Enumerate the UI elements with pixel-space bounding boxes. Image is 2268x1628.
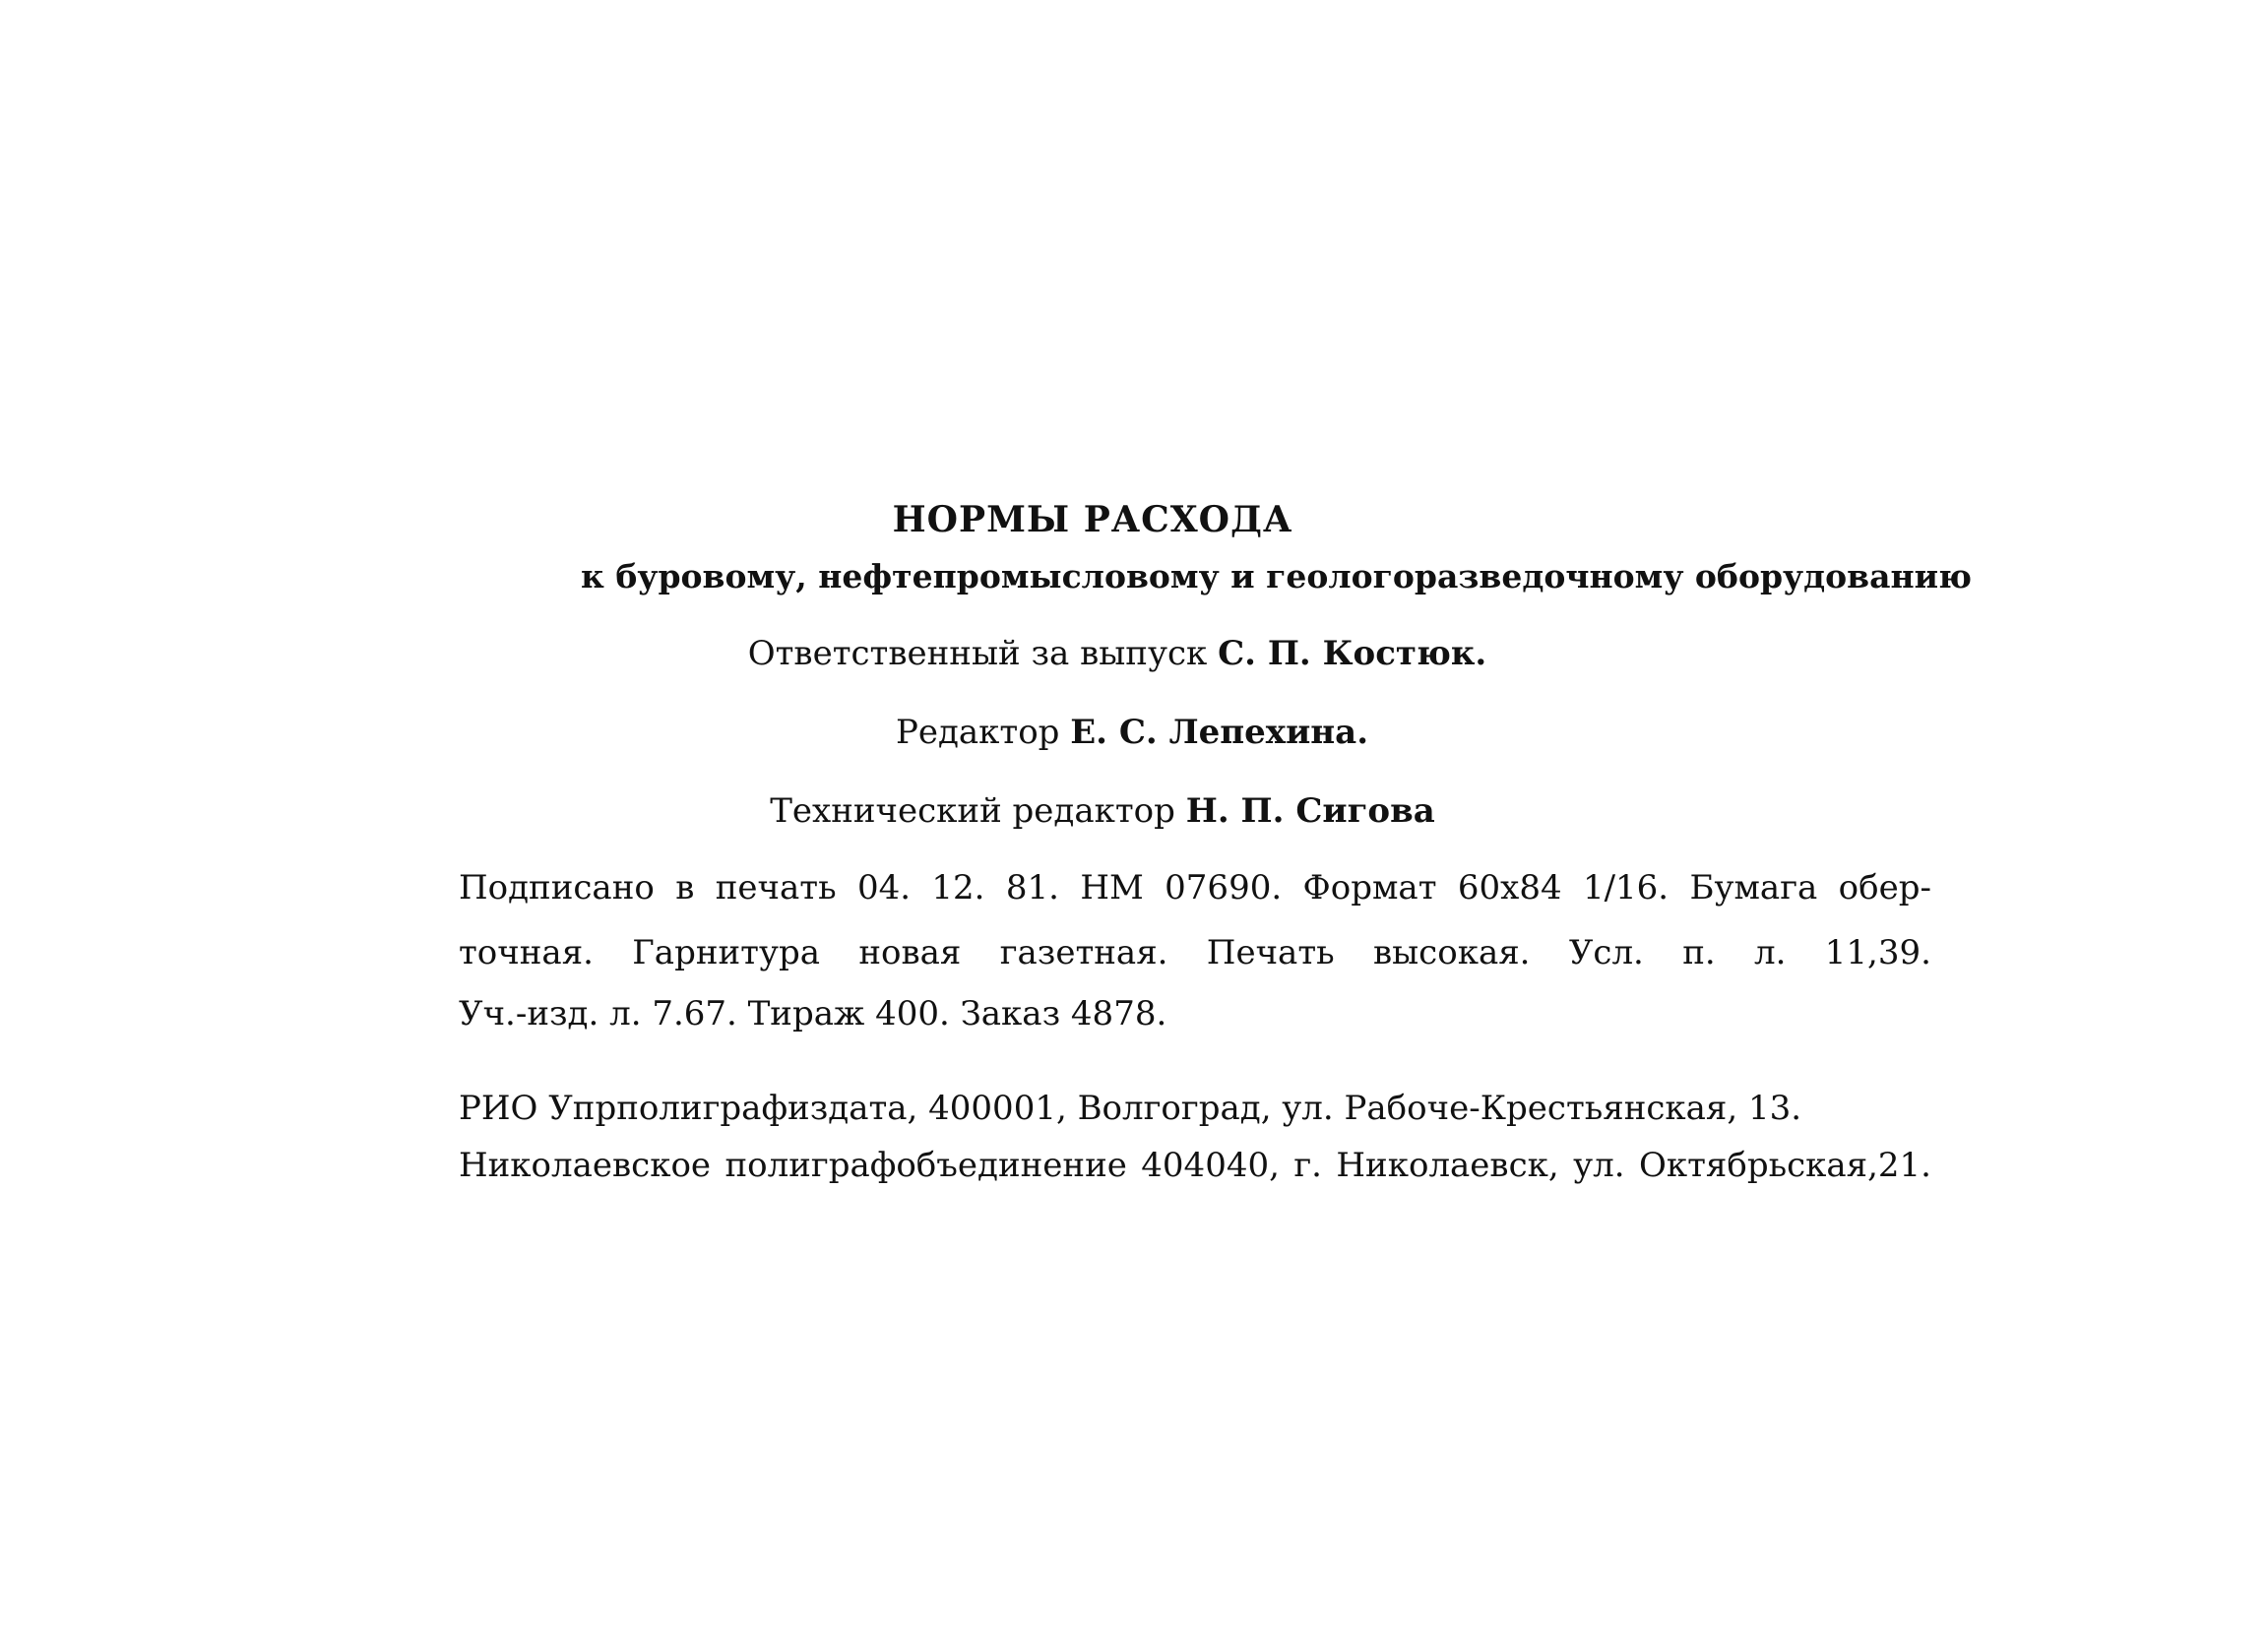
publisher-line [459, 1146, 1931, 1185]
publisher-word: полиграфобъединение [724, 1146, 1127, 1185]
imprint-word: обер- [1838, 868, 1931, 908]
imprint-word: 07690. [1165, 868, 1283, 908]
publisher-word: Октябрьская,21. [1638, 1146, 1931, 1185]
imprint-word: 11,39. [1824, 933, 1931, 972]
imprint-word: 12. [931, 868, 985, 908]
imprint-word: л. [1754, 933, 1787, 972]
imprint-word: НМ [1080, 868, 1144, 908]
publisher-word: ул. [1573, 1146, 1625, 1185]
imprint-word: печать [715, 868, 837, 908]
responsible-label: Ответственный за выпуск [747, 634, 1208, 673]
publisher-word: 404040, [1141, 1146, 1280, 1185]
imprint-word: высокая. [1372, 933, 1531, 972]
responsible-name: С. П. Костюк. [1218, 634, 1487, 673]
imprint-word: новая [858, 933, 962, 972]
imprint-word: 1/16. [1582, 868, 1670, 908]
imprint-line: Уч.-изд. л. 7.67. Тираж 400. Заказ 4878. [459, 994, 1167, 1033]
imprint-word: Подписано [459, 868, 655, 908]
tech-editor-credit [0, 791, 2205, 831]
document-subtitle: к буровому, нефтепромысловому и геологоразведочному оборудованию [581, 557, 1972, 595]
imprint-word: 04. [856, 868, 912, 908]
tech-editor-label: Технический редактор [770, 791, 1175, 831]
imprint-word: Печать [1206, 933, 1335, 972]
tech-editor-name: Н. П. Сигова [1185, 791, 1435, 831]
imprint-word: Усл. [1568, 933, 1644, 972]
imprint-line [459, 868, 1931, 908]
imprint-word: Бумага [1689, 868, 1818, 908]
imprint-word: Формат [1302, 868, 1437, 908]
imprint-word: в [675, 868, 695, 908]
imprint-word: 81. [1005, 868, 1059, 908]
imprint-word: газетная. [999, 933, 1168, 972]
editor-credit [0, 713, 2264, 752]
imprint-word: Гарнитура [632, 933, 821, 972]
imprint-word: 60х84 [1457, 868, 1562, 908]
publisher-word: Николаевск, [1336, 1146, 1559, 1185]
document-title: НОРМЫ РАСХОДА [892, 499, 1293, 540]
imprint-word: п. [1682, 933, 1716, 972]
publisher-word: г. [1293, 1146, 1322, 1185]
publisher-word: Николаевское [459, 1146, 712, 1185]
responsible-credit [0, 634, 2235, 673]
editor-name: Е. С. Лепехина. [1070, 713, 1369, 752]
publisher-line: РИО Упрполиграфиздата, 400001, Волгоград, ул. Рабоче-Крестьянская, 13. [459, 1089, 1802, 1128]
imprint-word: точная. [459, 933, 594, 972]
imprint-line [459, 933, 1931, 972]
editor-label: Редактор [895, 713, 1060, 752]
